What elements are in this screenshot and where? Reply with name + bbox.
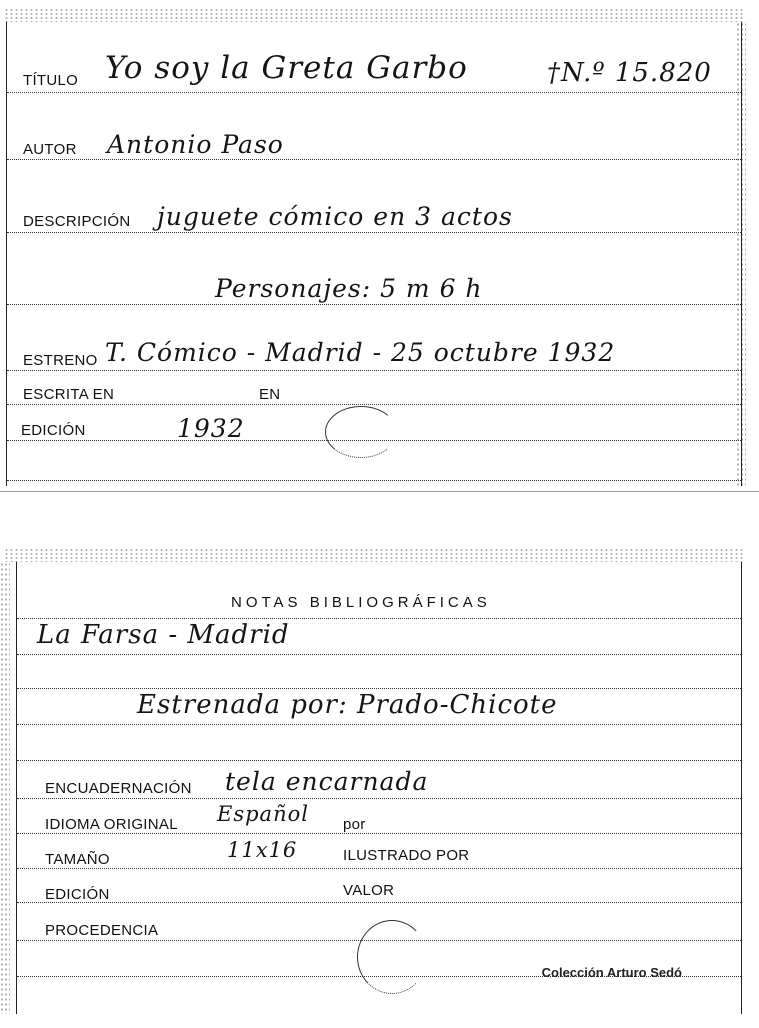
ruled-line	[7, 304, 741, 305]
card-edge-texture	[4, 548, 744, 562]
note-line-2: Estrenada por: Prado-Chicote	[137, 690, 558, 720]
label-edicion-2: EDICIÓN	[45, 886, 110, 903]
label-titulo: TÍTULO	[23, 72, 79, 89]
label-estreno: ESTRENO	[23, 352, 98, 369]
notes-heading: NOTAS BIBLIOGRÁFICAS	[231, 594, 491, 611]
ruled-line	[7, 370, 741, 371]
label-ilustrado-por: ILUSTRADO POR	[343, 847, 470, 864]
label-edicion: EDICIÓN	[21, 422, 86, 439]
value-titulo: Yo soy la Greta Garbo	[105, 50, 468, 86]
card-frame	[6, 22, 742, 486]
catalog-card-front	[4, 8, 744, 486]
ruled-line	[17, 868, 741, 869]
note-line-1: La Farsa - Madrid	[37, 620, 290, 650]
label-procedencia: PROCEDENCIA	[45, 922, 159, 939]
value-estreno: T. Cómico - Madrid - 25 octubre 1932	[105, 338, 616, 367]
value-tamano: 11x16	[227, 838, 298, 862]
ruled-line	[7, 232, 741, 233]
ruled-line	[17, 760, 741, 761]
faded-stamp	[357, 920, 427, 994]
value-numero: †N.º 15.820	[547, 58, 712, 88]
ruled-line	[17, 798, 741, 799]
ruled-line	[17, 833, 741, 834]
ruled-line	[7, 480, 741, 481]
label-por: por	[343, 816, 366, 833]
ruled-line	[7, 404, 741, 405]
ruled-line	[17, 688, 741, 689]
value-autor: Antonio Paso	[107, 130, 284, 159]
catalog-card-back	[4, 548, 744, 1014]
label-tamano: TAMAÑO	[45, 851, 110, 868]
ruled-line	[17, 902, 741, 903]
label-escrita-en: ESCRITA EN	[23, 386, 115, 403]
value-personajes: Personajes: 5 m 6 h	[215, 274, 483, 303]
value-descripcion: juguete cómico en 3 actos	[157, 202, 513, 231]
label-valor: VALOR	[343, 882, 395, 899]
value-encuadernacion: tela encarnada	[225, 767, 429, 796]
value-edicion: 1932	[177, 414, 245, 443]
label-en: EN	[259, 386, 281, 403]
card-edge-texture	[4, 8, 744, 22]
label-idioma-original: IDIOMA ORIGINAL	[45, 816, 178, 833]
ruled-line	[7, 159, 741, 160]
ruled-line	[17, 724, 741, 725]
card-edge-texture	[0, 562, 10, 1014]
value-idioma-original: Español	[217, 802, 309, 826]
ruled-line	[17, 654, 741, 655]
card-separator	[0, 491, 759, 492]
ruled-line	[7, 92, 741, 93]
label-descripcion: DESCRIPCIÓN	[23, 213, 131, 230]
card-frame	[16, 562, 742, 1014]
label-encuadernacion: ENCUADERNACIÓN	[45, 780, 192, 797]
collection-credit: Colección Arturo Sedó	[541, 965, 682, 980]
ruled-line	[17, 618, 741, 619]
label-autor: AUTOR	[23, 141, 77, 158]
faded-stamp	[325, 406, 397, 458]
